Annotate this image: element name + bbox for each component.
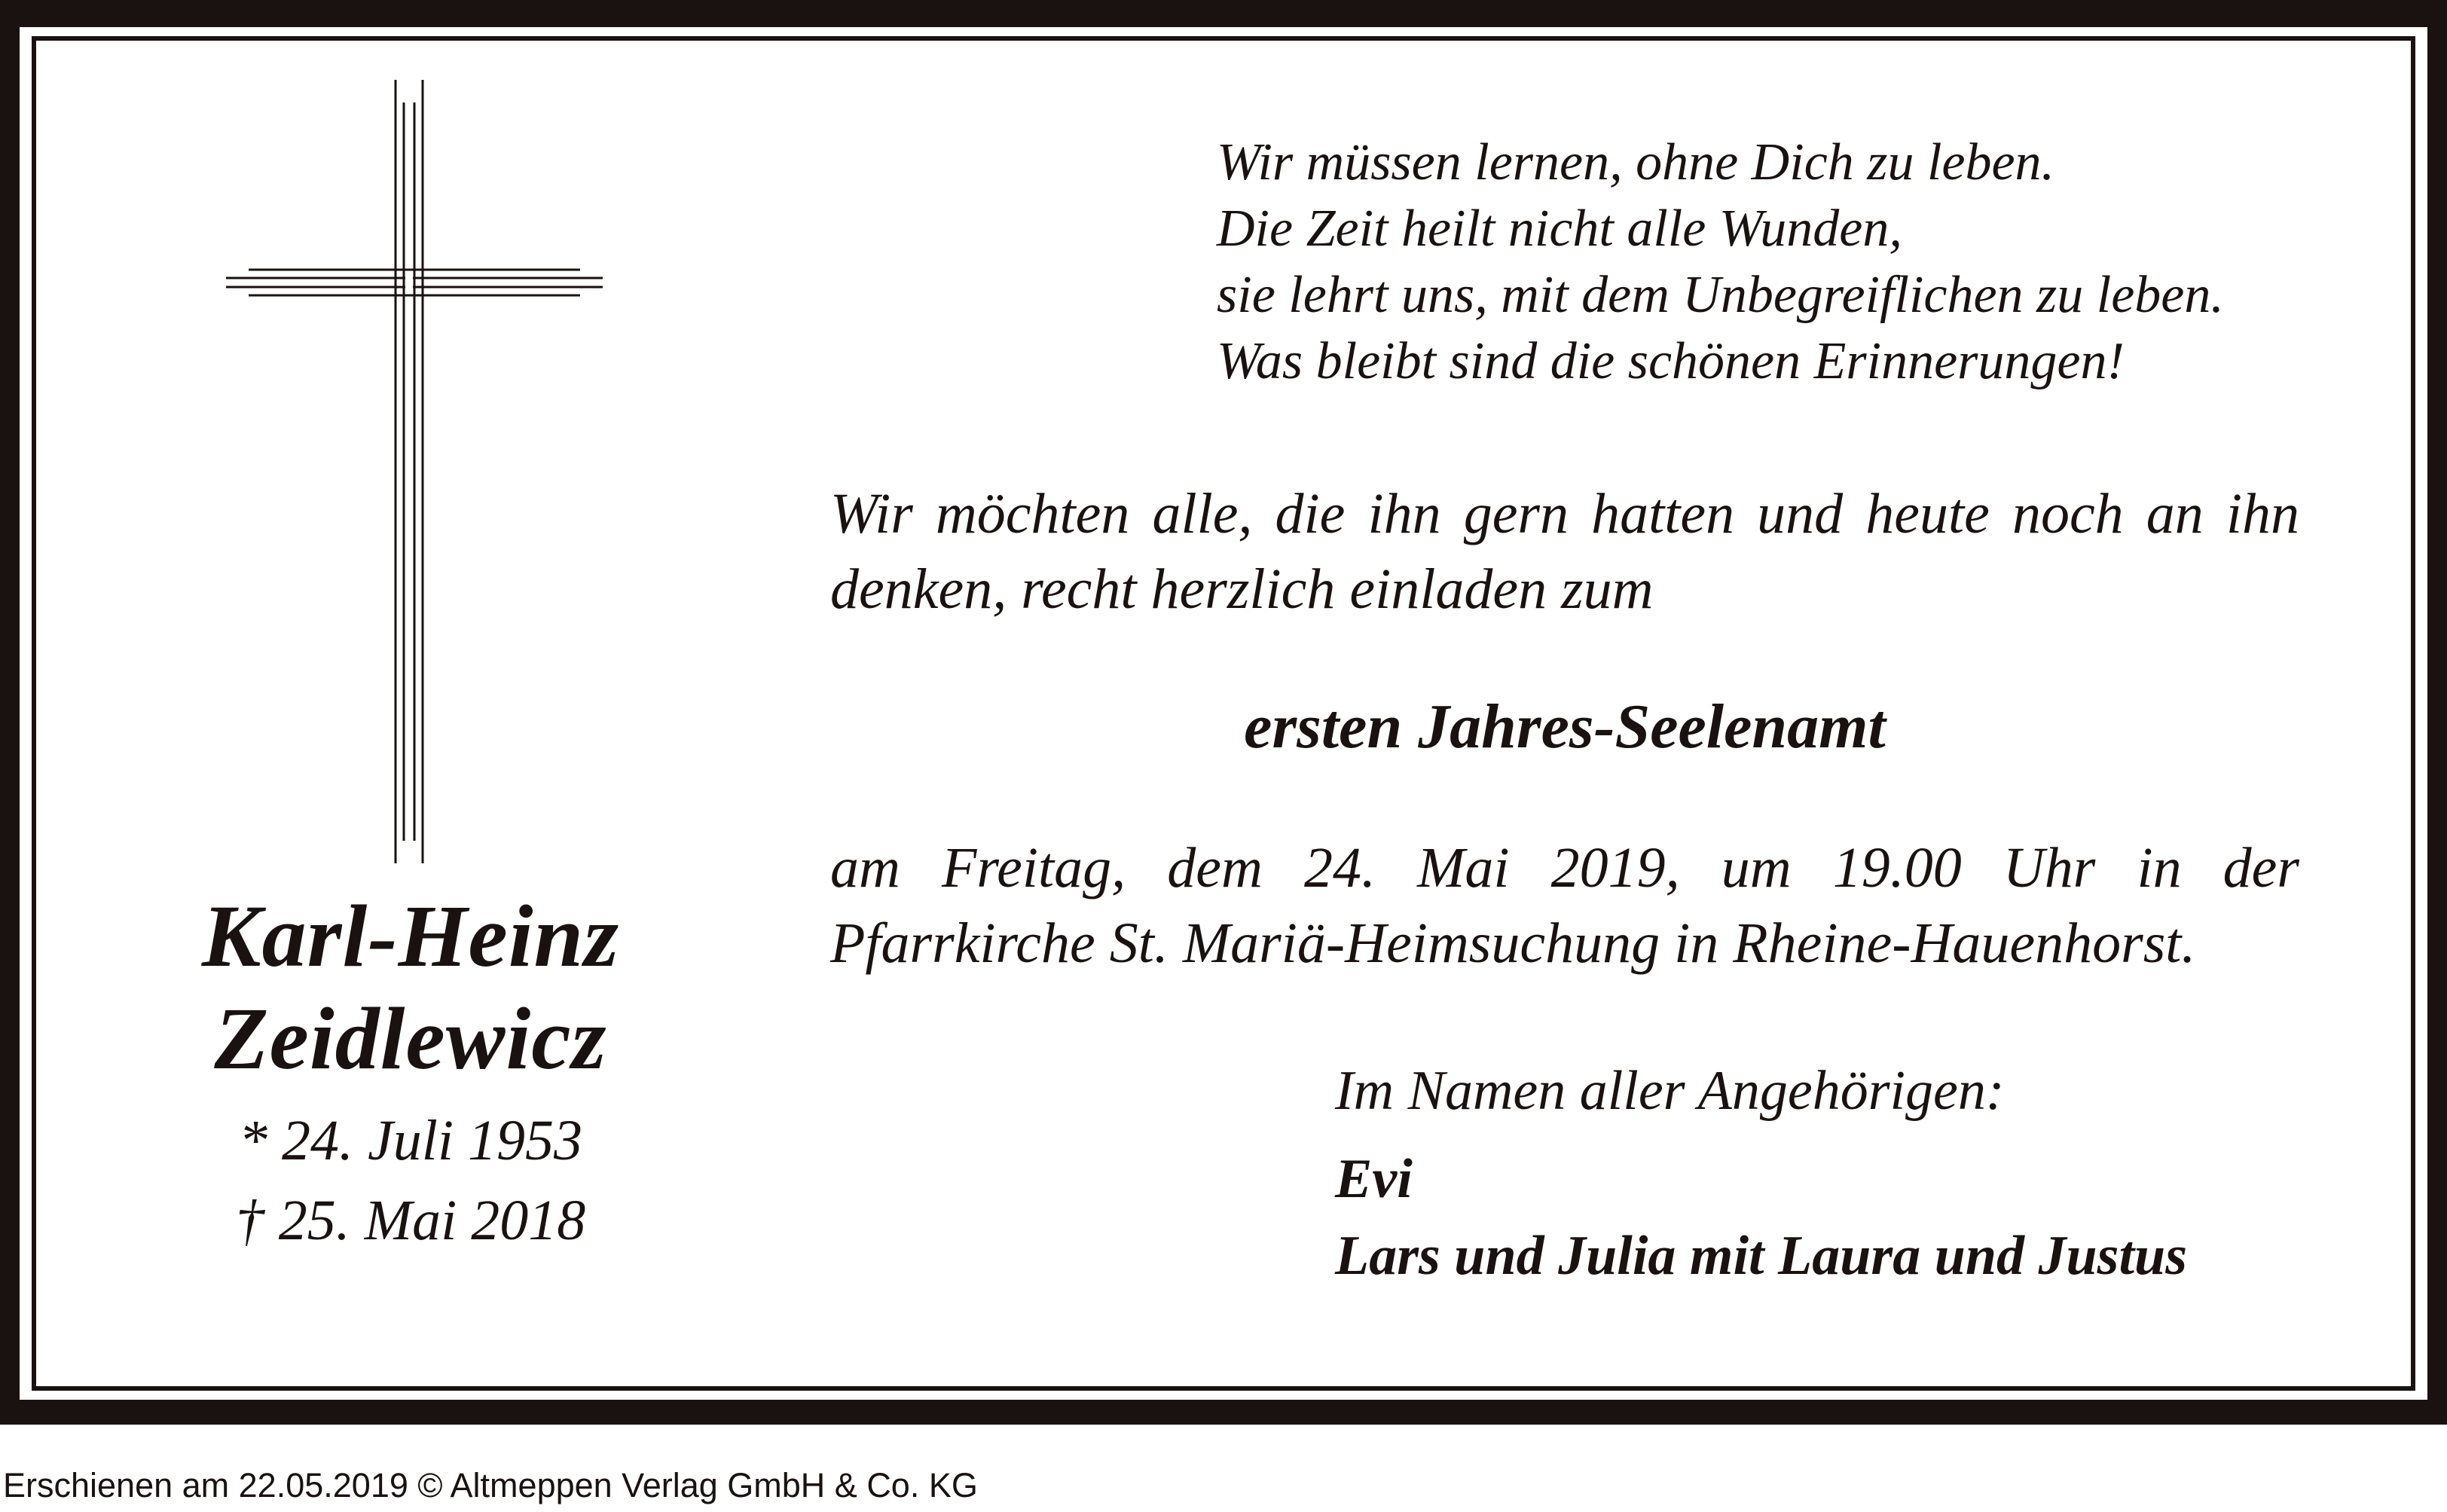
death-date: † 25. Mai 2018	[235, 1189, 586, 1252]
publication-footer: Erschienen am 22.05.2019 © Altmeppen Verlag GmbH & Co. KG	[3, 1466, 978, 1504]
life-dates	[113, 1101, 708, 1260]
signature-name: Evi	[1335, 1148, 1413, 1210]
signature-names	[1335, 1141, 2337, 1294]
cross-icon	[226, 80, 603, 863]
birth-date: * 24. Juli 1953	[239, 1109, 582, 1172]
service-title: ersten Jahres-Seelenamt	[1244, 692, 1886, 762]
poem-line: sie lehrt uns, mit dem Unbegreiflichen zu leben.	[1217, 266, 2224, 324]
poem	[1217, 130, 2347, 395]
deceased-block	[113, 885, 708, 1260]
deceased-last-name: Zeidlewicz	[214, 989, 607, 1088]
poem-line: Was bleibt sind die schönen Erinnerungen!	[1217, 332, 2125, 390]
deceased-first-name: Karl-Heinz	[201, 887, 620, 985]
service-details: am Freitag, dem 24. Mai 2019, um 19.00 Uhr in der Pfarrkirche St. Mariä-Heimsuchung in Rheine-Hauenhorst.	[830, 836, 2299, 975]
poem-line: Die Zeit heilt nicht alle Wunden,	[1217, 200, 1902, 258]
signature-intro: Im Namen aller Angehörigen:	[1335, 1060, 2005, 1122]
poem-line: Wir müssen lernen, ohne Dich zu leben.	[1217, 133, 2055, 191]
signature-name: Lars und Julia mit Laura und Justus	[1335, 1225, 2187, 1287]
deceased-name	[113, 885, 708, 1090]
invitation-text: Wir möchten alle, die ihn gern hatten und heute noch an ihn denken, recht herzlich einladen zum	[830, 482, 2299, 621]
